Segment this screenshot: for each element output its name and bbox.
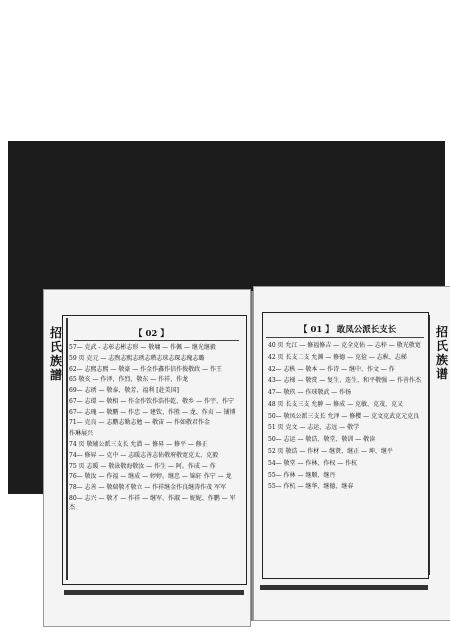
book-photo-background [8,141,448,511]
genealogy-entry: 67— 志璟 — 敬相 — 作金作钦作浩作乾、敬乡 — 作宇、作宁 [69,397,234,405]
genealogy-entry: 52 页 敬诰 — 作材 — 继贤、继正 — 坤、继平 [268,448,393,456]
right-page [253,286,450,621]
genealogy-entry: 78— 志善 — 敬瑞敬才敬立 — 作祥继金作良继涛作茂 军军 [69,484,227,492]
left-header-divider [74,340,239,341]
genealogy-entry: 62— 志熙志熙 — 敬豪 — 作金作鑫作信作俊敬政 — 作王 [69,365,222,373]
genealogy-entry: 47— 敬玖 — 作球敬武 — 作扬 [268,389,352,397]
genealogy-entry: 42 页 长支二支 允渊 — 修德 — 克俭 — 志枞、志梯 [268,353,407,361]
genealogy-entry: 65 敬亥 — 作泽、作烈、敬东 — 作祥、作龙 [69,376,189,384]
genealogy-entry: 76— 敬汝 — 作福 — 继成 — 婷婷。继忠 — 锦轩 作宁 — 龙 [69,473,232,481]
genealogy-entry: 50— 志运 — 敬诰、敬堂、敬训 — 敬读 [268,436,376,444]
genealogy-entry: 42— 志枞 — 敬本 — 作诗 — 继中、作文 — 作 [268,365,395,373]
genealogy-entry: 57— 克武 - 志彰志彬志形 — 敬墉 — 作佩 — 继光继毅 [69,344,216,351]
genealogy-entry: 40 页 允江 — 修福修吉 — 克全克佑 — 志梓 — 敬光敬宽 [268,342,421,349]
genealogy-entry: 51 页 克文 — 志运、志远 — 敬学 [268,424,360,432]
right-header-divider [266,337,424,338]
left-side-title: 招氏族譜 [49,326,62,382]
genealogy-entry: 69— 志琇 — 敬泰、敬芳、福利 [赴美国] [69,387,179,395]
genealogy-entry: 59 页 克元 — 志煦志熙志琇志瓒志球志琛志瑰志璐 [69,354,205,362]
right-footer-bar [260,585,428,590]
genealogy-entry: 55— 作杭 — 继华、继德、继春 [268,483,354,491]
genealogy-entry: 48 页 长支三支 允翀 — 修成 — 克敏、克茂、克又 [268,400,403,408]
genealogy-entry: 67— 志瑰 — 敬鹏 — 作忠 — 建钦、作胜 — 龙、作贞 — 铺博 [69,408,236,416]
genealogy-entry: 43— 志梯 — 敬赏 — 复生、连生、和平敬强 — 作善作杰 [268,377,421,385]
genealogy-entry: 80— 志兴 — 敬才 — 作祥 — 继军、作淑 — 妮妮、作鹏 — 军杰 [69,494,236,511]
genealogy-entry: 74 页 敬辅公派三支长 允潜 — 修昇 — 修平 — 修正 [69,441,208,449]
genealogy-entry: 75 页 志暖 — 敬泳敬海敬汝 — 作生 — 阿。作成 — 作 [69,462,216,470]
left-footer-bar [64,590,244,595]
genealogy-entry: 55— 作林 — 继顺、继丹 [268,471,336,479]
right-page-header: 【 01 】 敢凤公派长支长 [299,325,397,335]
genealogy-entry: 54— 敬堂 — 作林、作权 — 作杭 [268,459,358,467]
right-side-title: 招氏族谱 [435,325,448,381]
right-entry-list [268,342,424,495]
left-page-header: 【 02 】 [134,329,169,339]
genealogy-entry: 50— 敬凤公派三支长 允泽 — 修樱 — 克文克武克元克良 [268,412,420,420]
genealogy-entry: 74— 修昇 — 克中 — 志暖志善志佑敬府敬宽克太、克毅 [69,451,219,459]
genealogy-entry: 71— 克良 — 志鹏志勤志勉 — 敬宙 — 作如敬君作金 [69,419,210,427]
genealogy-entry: 作琳展兴 [69,430,94,438]
left-page [43,289,251,627]
left-entry-list [69,344,241,514]
